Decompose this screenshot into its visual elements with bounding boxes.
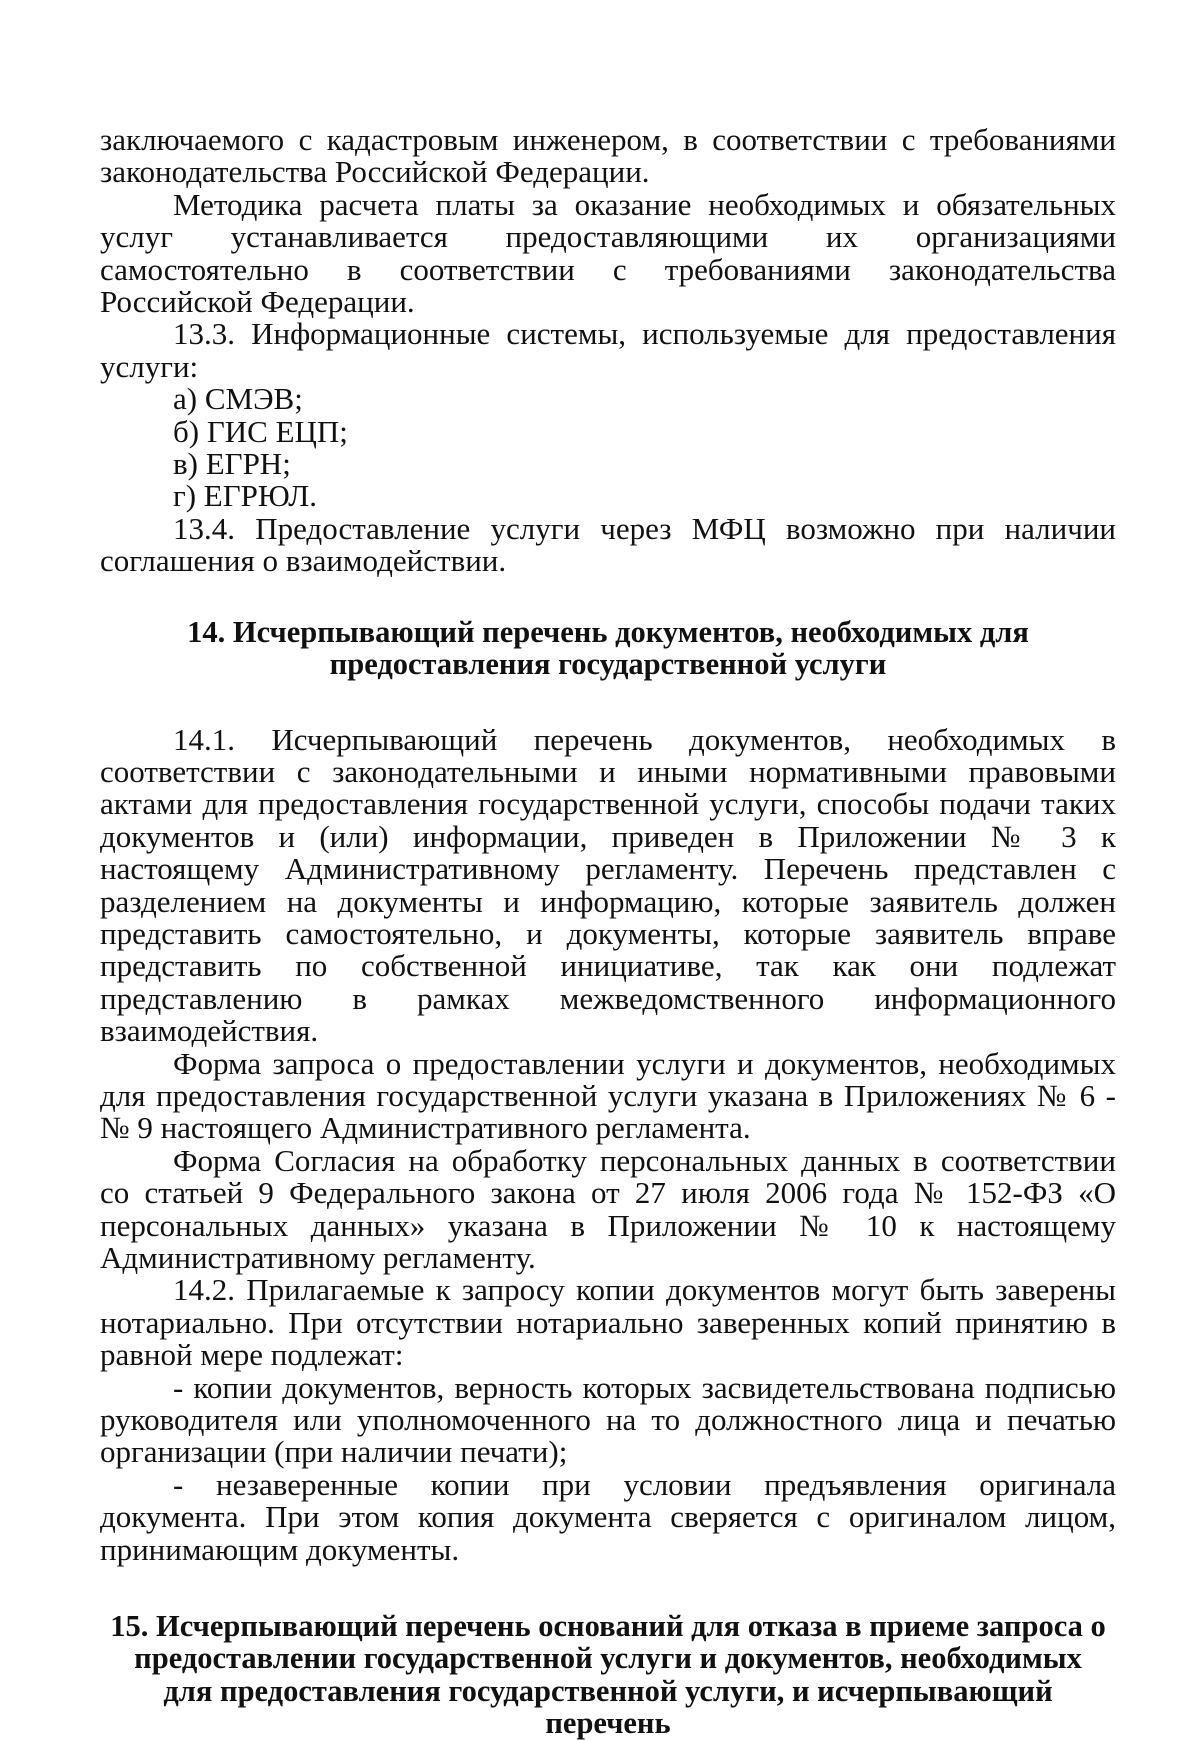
paragraph-14-1: 14.1. Исчерпывающий перечень документов, необходимых в соответствии с законодательными и иными нормативными правовыми актами для предоставления государственной услуги, способы подачи таких документов и (или) информации, приведен в Приложении № 3 к настоящему Административному регламенту. Перечень представлен с разделением на документы и информацию, которые заявитель должен представить самостоятельно, и документы, которые заявитель вправе представить по собственной инициативе, так как они подлежат представлению в рамках межведомственного информационного взаимодействия. — [100, 721, 1116, 1049]
list-item-smev: а) СМЭВ; — [173, 381, 303, 417]
paragraph-13-4: 13.4. Предоставление услуги через МФЦ возможно при наличии соглашения о взаимодействии. — [100, 510, 1116, 579]
paragraph-uncertified-copies: - незаверенные копии при условии предъявления оригинала документа. При этом копия документа сверяется с оригиналом лицом, принимающим документы. — [100, 1466, 1116, 1567]
section-15-heading: 15. Исчерпывающий перечень оснований для отказа в приеме запроса о предоставлении государственной услуги и документов, необходимых для предоставления государственной услуги, и исчерпывающий перечень — [110, 1609, 1106, 1740]
paragraph-certified-copies: - копии документов, верность которых засвидетельствована подписью руководителя или уполномоченного на то должностного лица и печатью организации (при наличии печати); — [100, 1369, 1116, 1470]
list-item-egrul: г) ЕГРЮЛ. — [173, 478, 317, 514]
list-item-gis-ecp: б) ГИС ЕЦП; — [173, 413, 348, 449]
paragraph-continuation: заключаемого с кадастровым инженером, в соответствии с требованиями законодательства Российской Федерации. — [100, 122, 1116, 190]
paragraph-consent-form: Форма Согласия на обработку персональных данных в соответствии со статьей 9 Федерального закона от 27 июля 2006 года № 152-ФЗ «О персональных данных» указана в Приложении № 10 к настоящему Административному регламенту. — [100, 1142, 1116, 1275]
paragraph-14-2: 14.2. Прилагаемые к запросу копии документов могут быть заверены нотариально. При отсутствии нотариально заверенных копий принятию в равной мере подлежат: — [100, 1272, 1116, 1373]
section-14-heading: 14. Исчерпывающий перечень документов, необходимых для предоставления государственной услуги — [187, 614, 1029, 682]
paragraph-request-form: Форма запроса о предоставлении услуги и документов, необходимых для предоставления государственной услуги указана в Приложениях № 6 - № 9 настоящего Административного регламента. — [100, 1045, 1116, 1146]
document-body — [100, 124, 1116, 1740]
paragraph-fee-methodology: Методика расчета платы за оказание необходимых и обязательных услуг устанавливается предоставляющими их организациями самостоятельно в соответствии с требованиями законодательства Российской Федерации. — [100, 186, 1116, 320]
list-item-egrn: в) ЕГРН; — [173, 446, 291, 482]
paragraph-13-3: 13.3. Информационные системы, используемые для предоставления услуги: — [100, 316, 1116, 384]
